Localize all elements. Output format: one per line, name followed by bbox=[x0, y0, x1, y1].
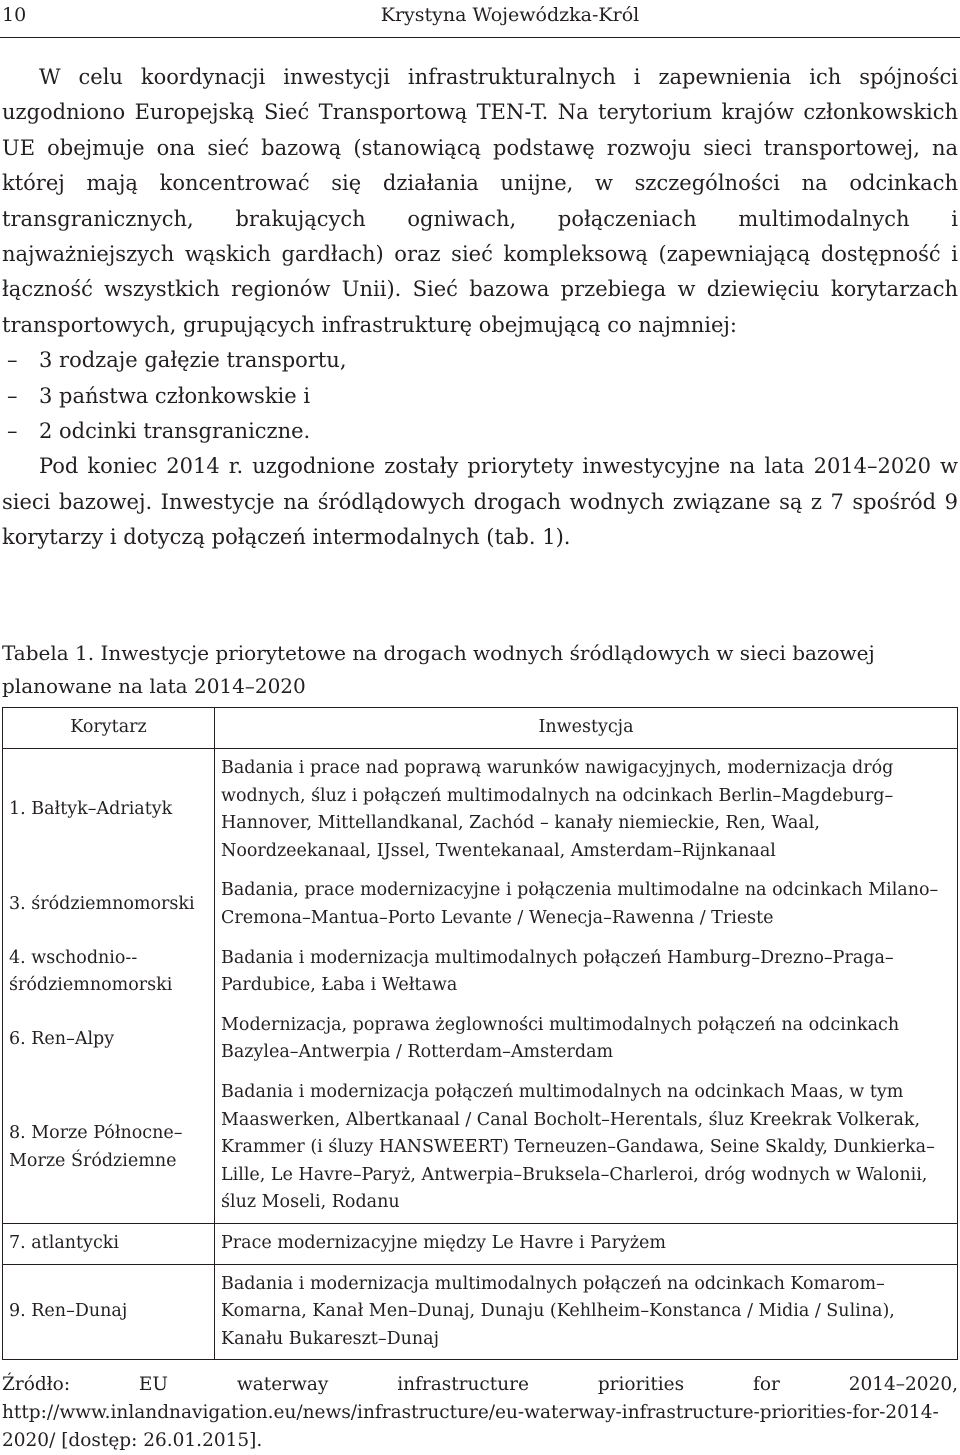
table-row bbox=[3, 1223, 958, 1264]
corridor-cell: 6. Ren–Alpy bbox=[3, 1006, 215, 1073]
table-row bbox=[3, 1264, 958, 1360]
table-row bbox=[3, 749, 958, 872]
investment-cell: Modernizacja, poprawa żeglowności multimodalnych połączeń na odcinkach Bazylea–Antwerpia / Rotterdam–Amsterdam bbox=[215, 1006, 958, 1073]
list-item-text: 2 odcinki transgraniczne. bbox=[39, 419, 311, 444]
investment-cell: Prace modernizacyjne między Le Havre i Paryżem bbox=[215, 1223, 958, 1264]
list-item-text: 3 rodzaje gałęzie transportu, bbox=[39, 348, 347, 373]
header-rule bbox=[0, 37, 960, 38]
table-row bbox=[3, 939, 958, 1006]
corridor-cell: 8. Morze Północne–Morze Śródziemne bbox=[3, 1073, 215, 1223]
corridor-cell: 1. Bałtyk–Adriatyk bbox=[3, 749, 215, 872]
list-item bbox=[2, 414, 958, 449]
investment-cell: Badania i prace nad poprawą warunków nawigacyjnych, modernizacja dróg wodnych, śluz i połączeń multimodalnych na odcinkach Berlin–Magdeburg–Hannover, Mittellandkanal, Zachód – kanały niemieckie, Ren, Waal, Noordzeekanaal, IJssel, Twentekanaal, Amsterdam–Rijnkanaal bbox=[215, 749, 958, 872]
table-row bbox=[3, 1006, 958, 1073]
list-dash: – bbox=[7, 348, 18, 373]
list-item bbox=[2, 379, 958, 414]
list-dash: – bbox=[7, 383, 18, 408]
table-row bbox=[3, 1073, 958, 1223]
corridor-criteria-list bbox=[2, 343, 958, 449]
header-corridor: Korytarz bbox=[3, 708, 215, 749]
corridor-cell: 4. wschodnio--śródziemnomorski bbox=[3, 939, 215, 1006]
table-header-row bbox=[3, 708, 958, 749]
body-text bbox=[2, 60, 958, 556]
corridor-cell: 9. Ren–Dunaj bbox=[3, 1264, 215, 1360]
list-item bbox=[2, 343, 958, 378]
table-source: Źródło: EU waterway infrastructure priorities for 2014–2020, http://www.inlandnavigation.eu/news/infrastructure/eu-waterway-infrastructure-priorities-for-2014-2020/ [dostęp: 26.01.2015]. bbox=[2, 1374, 958, 1451]
investment-cell: Badania i modernizacja multimodalnych połączeń Hamburg–Drezno–Praga–Pardubice, Łaba i Wełtawa bbox=[215, 939, 958, 1006]
header-investment: Inwestycja bbox=[215, 708, 958, 749]
table-caption: Tabela 1. Inwestycje priorytetowe na drogach wodnych śródlądowych w sieci bazowej planowane na lata 2014–2020 bbox=[2, 641, 875, 698]
corridor-cell: 7. atlantycki bbox=[3, 1223, 215, 1264]
investment-table bbox=[2, 707, 958, 1360]
list-item-text: 3 państwa członkowskie i bbox=[39, 383, 311, 408]
paragraph-2: Pod koniec 2014 r. uzgodnione zostały priorytety inwestycyjne na lata 2014–2020 w sieci bazowej. Inwestycje na śródlądowych drogach wodnych związane są z 7 spośród 9 korytarzy i dotyczą połączeń intermodalnych (tab. 1). bbox=[2, 454, 958, 550]
investment-cell: Badania i modernizacja multimodalnych połączeń na odcinkach Komarom–Komarna, Kanał Men–Dunaj, Dunaju (Kehlheim–Konstanca / Midia / Sulina), Kanału Bukareszt–Dunaj bbox=[215, 1264, 958, 1360]
list-dash: – bbox=[7, 419, 18, 444]
investment-cell: Badania, prace modernizacyjne i połączenia multimodalne na odcinkach Milano–Cremona–Mantua–Porto Levante / Wenecja–Rawenna / Trieste bbox=[215, 871, 958, 938]
page-header bbox=[0, 0, 960, 36]
page-number: 10 bbox=[2, 4, 27, 26]
corridor-cell: 3. śródziemnomorski bbox=[3, 871, 215, 938]
table-row bbox=[3, 871, 958, 938]
investment-cell: Badania i modernizacja połączeń multimodalnych na odcinkach Maas, w tym Maaswerken, Albertkanaal / Canal Bocholt–Herentals, śluz Kreekrak Volkerak, Krammer (i śluzy HANSWEERT) Terneuzen–Gandawa, Seine Skaldy, Dunkierka–Lille, Le Havre–Paryż, Antwerpia–Bruksela–Charleroi, dróg wodnych w Walonii, śluz Moseli, Rodanu bbox=[215, 1073, 958, 1223]
paragraph-1: W celu koordynacji inwestycji infrastrukturalnych i zapewnienia ich spójności uzgodniono Europejską Sieć Transportową TEN-T. Na terytorium krajów członkowskich UE obejmuje ona sieć bazową (stanowiącą podstawę rozwoju sieci transportowej, na której mają koncentrować się działania unijne, w szczególności na odcinkach transgranicznych, brakujących ogniwach, połączeniach multimodalnych i najważniejszych wąskich gardłach) oraz sieć kompleksową (zapewniającą dostępność i łączność wszystkich regionów Unii). Sieć bazowa przebiega w dziewięciu korytarzach transportowych, grupujących infrastrukturę obejmującą co najmniej: bbox=[2, 65, 958, 337]
running-head-author: Krystyna Wojewódzka-Król bbox=[380, 4, 640, 26]
